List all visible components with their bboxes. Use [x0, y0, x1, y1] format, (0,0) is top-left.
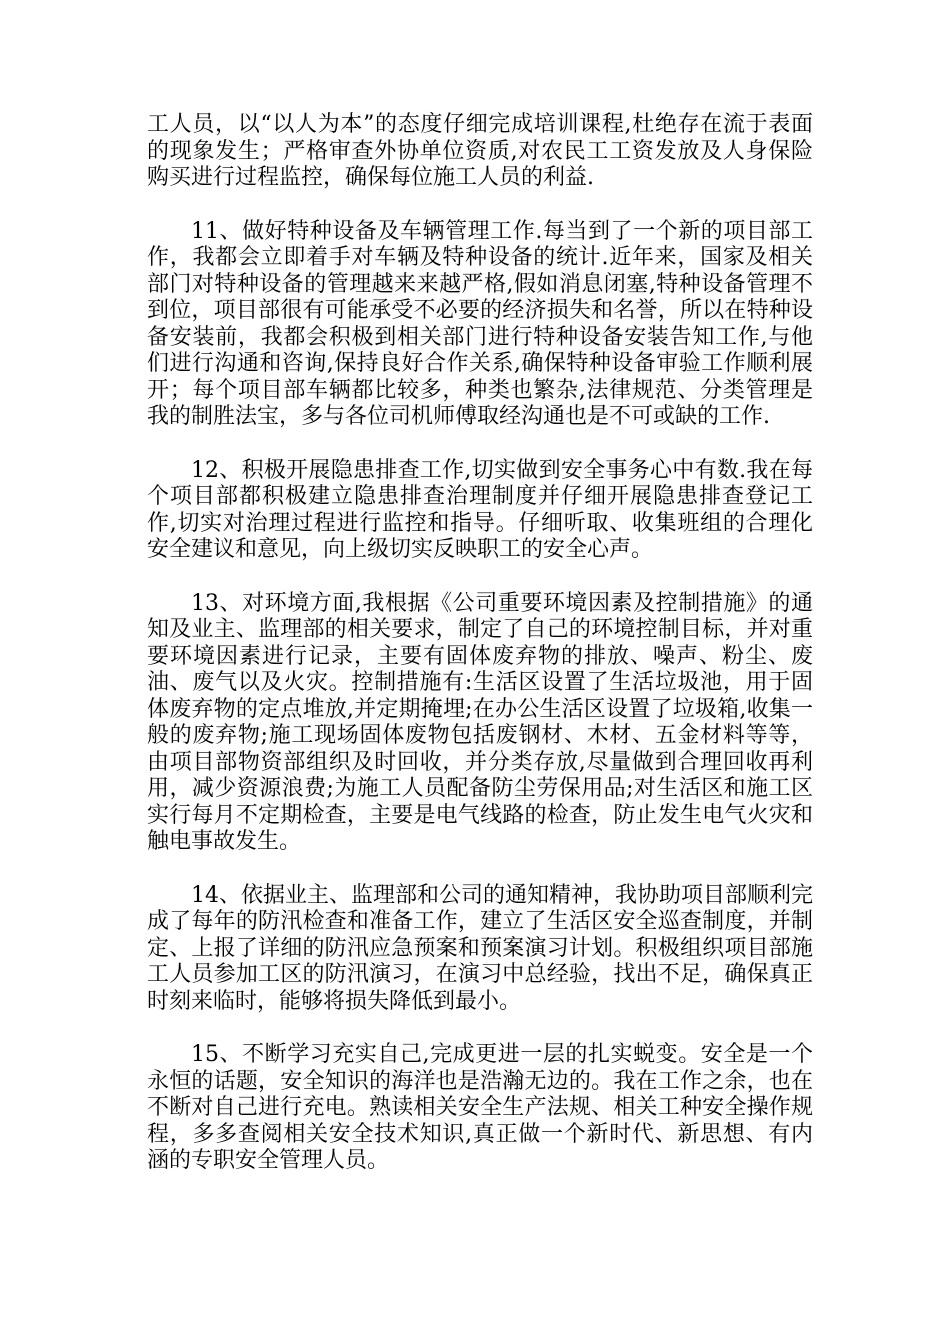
paragraph-14-flood-prevention: 14、依据业主、监理部和公司的通知精神，我协助项目部顺利完成了每年的防汛检查和准备工作，建立了生活区安全巡查制度，并制定、上报了详细的防汛应急预案和预案演习计划。积极组织项目部施工人员参加工区的防汛演习，在演习中总经验，找出不足，确保真正时刻来临时，能够将损失降低到最小。 — [147, 882, 813, 1014]
paragraph-13-environment: 13、对环境方面,我根据《公司重要环境因素及控制措施》的通知及业主、监理部的相关要求，制定了自己的环境控制目标，并对重要环境因素进行记录，主要有固体废弃物的排放、噪声、粉尘、废油、废气以及火灾。控制措施有:生活区设置了生活垃圾池，用于固体废弃物的定点堆放,并定期掩埋;在办公生活区设置了垃圾箱,收集一般的废弃物;施工现场固体废物包括废钢材、木材、五金材料等等，由项目部物资部组织及时回收，并分类存放,尽量做到合理回收再利用，减少资源浪费;为施工人员配备防尘劳保用品;对生活区和施工区实行每月不定期检查，主要是电气线路的检查，防止发生电气火灾和触电事故发生。 — [147, 590, 813, 854]
document-page — [147, 112, 813, 1202]
paragraph-12-hazard-inspection: 12、积极开展隐患排查工作,切实做到安全事务心中有数.我在每个项目部都积极建立隐患排查治理制度并仔细开展隐患排查登记工作,切实对治理过程进行监控和指导。仔细听取、收集班组的合理化安全建议和意见，向上级切实反映职工的安全心声。 — [147, 457, 813, 562]
paragraph-continuation: 工人员，以“以人为本”的态度仔细完成培训课程,杜绝存在流于表面的现象发生；严格审查外协单位资质,对农民工工资发放及人身保险购买进行过程监控，确保每位施工人员的利益. — [147, 112, 813, 190]
paragraph-15-self-study: 15、不断学习充实自己,完成更进一层的扎实蜕变。安全是一个永恒的话题，安全知识的海洋也是浩瀚无边的。我在工作之余，也在不断对自己进行充电。熟读相关安全生产法规、相关工种安全操作规程，多多查阅相关安全技术知识,真正做一个新时代、新思想、有内涵的专职安全管理人员。 — [147, 1042, 813, 1173]
paragraph-11-equipment-vehicles: 11、做好特种设备及车辆管理工作.每当到了一个新的项目部工作，我都会立即着手对车辆及特种设备的统计.近年来，国家及相关部门对特种设备的管理越来来越严格,假如消息闭塞,特种设备管理不到位，项目部很有可能承受不必要的经济损失和名誉，所以在特种设备安装前，我都会积极到相关部门进行特种设备安装告知工作,与他们进行沟通和咨询,保持良好合作关系,确保特种设备审验工作顺利展开；每个项目部车辆都比较多，种类也繁杂,法律规范、分类管理是我的制胜法宝，多与各位司机师傅取经沟通也是不可或缺的工作. — [147, 218, 813, 429]
